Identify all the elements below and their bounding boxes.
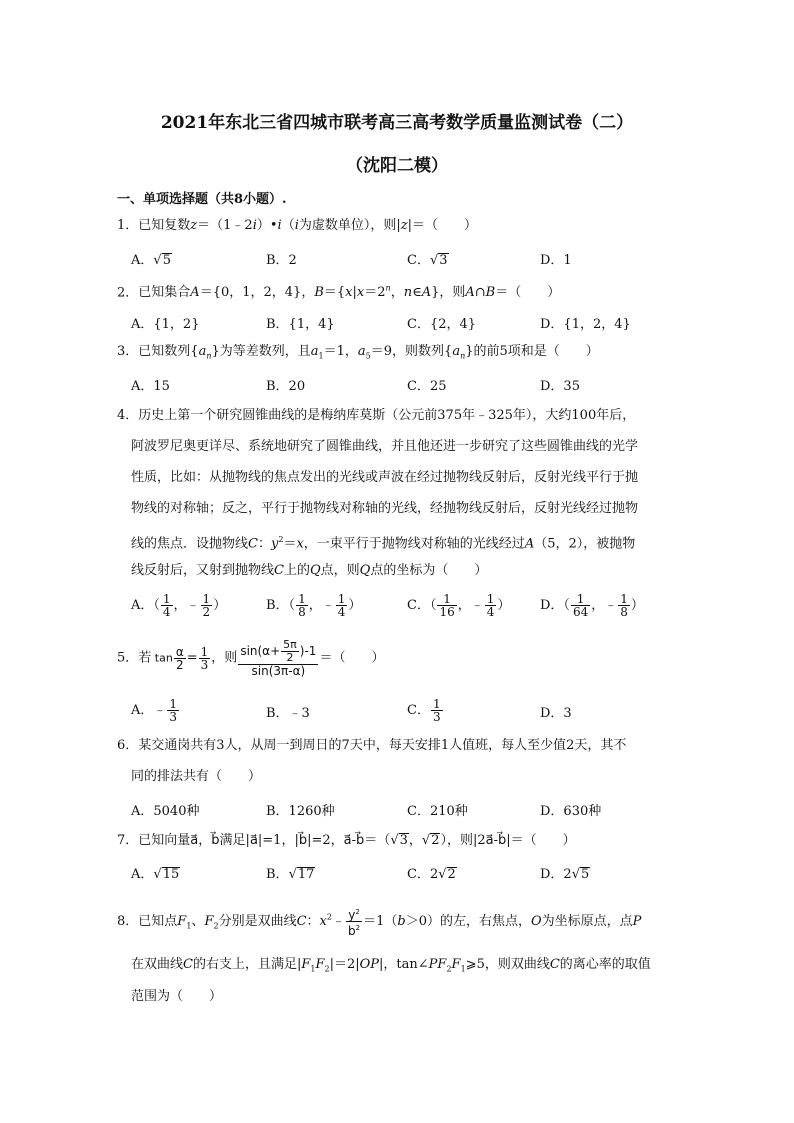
q7-option-c: C．2√2 [407,867,456,882]
q3-option-b: B．20 [266,379,306,394]
question-2-stem: 已知集合A＝{0，1，2，4}，$B=\{x|x=2^n$，n∈A}，则A∩B＝（ ） [138,284,561,301]
question-7: 7．已知向量a⃗，b⃗满足|a⃗|=1，|b⃗|=2，a⃗-b⃗＝（√3，√2），则|2a⃗-b⃗|＝（ ） [117,833,576,848]
q2-option-a: A．{1，2} [131,317,200,332]
q5-option-a: A．﹣ $\frac{1}{3}$ [131,697,178,724]
q4-option-b: B．（ $\frac{1}{8}$ ，﹣ $\frac{1}{4}$ ） [266,592,362,619]
question-4-line-2: 阿波罗尼奥更详尽、系统地研究了圆锥曲线，并且他还进一步研究了这些圆锥曲线的光学 [131,439,639,454]
q6-option-c: C．210种 [407,804,468,819]
q6-option-a: A．5040种 [131,804,200,819]
question-number: 3． [117,344,139,359]
question-number: 1． [117,218,139,233]
q5-option-c: C． $\frac{1}{3}$ [407,697,441,724]
question-4-line-3: 性质，比如：从抛物线的焦点发出的光线或声波在经过抛物线反射后，反射光线平行于抛 [131,470,639,485]
q3-option-d: D．35 [540,379,580,394]
exam-subtitle: （沈阳二模） [346,156,448,176]
q2-option-d: D．{1，2，4} [540,317,631,332]
question-1-stem: 已知复数z＝（1﹣2i）•i（i为虚数单位），则|z|＝（ ） [138,218,478,233]
section-heading: 一、单项选择题（共8小题）. [117,192,287,207]
q7-option-a: A．√15 [131,867,180,882]
question-3-stem: 已知数列$\{a_n\}$为等差数列，且$a_1=1$，$a_5=9$，则数列$\{a_n\}$的前5项和是（ ） [138,344,599,361]
q4-option-a: A．（ $\frac{1}{4}$ ，﹣ $\frac{1}{2}$ ） [131,592,227,619]
q5-option-b: B．﹣3 [266,706,310,721]
question-8-line-1: 8．已知点$F_1$、$F_2$分别是双曲线C：$x^2﹣$ $\frac{y^2}{b^2}$ ＝1（b＞0）的左，右焦点，O为坐标原点，点P [117,908,642,938]
question-8-line-2: 在双曲线C的右支上，且满足$|F_1F_2|=2|OP|$，$\tan\angle PF_2F_1⩾5$，则双曲线C的离心率的取值 [131,957,651,974]
q5-option-d: D．3 [540,706,572,721]
question-4-line-4: 物线的对称轴；反之，平行于抛物线对称轴的光线，经抛物线反射后，反射光线经过抛物 [131,501,639,516]
question-3 [117,345,599,363]
q2-option-c: C．{2，4} [407,317,477,332]
question-8-line-3: 范围为（ ） [131,989,223,1004]
question-6-line-1: 6．某交通岗共有3人，从周一到周日的7天中，每天安排1人值班，每人至少值2天，其不 [117,738,627,753]
question-4-line-6: 线反射后，又射到抛物线C上的Q点，则Q点的坐标为（ ） [131,563,488,578]
question-number: 2． [117,285,139,301]
q2-option-b: B．{1，4} [266,317,335,332]
question-1 [117,219,477,232]
question-4-line-5: 线的焦点．设抛物线C：$y^2=x$，一束平行于抛物线对称轴的光线经过A（5，2），被抛物 [131,535,636,552]
q7-option-b: B．√17 [266,867,315,882]
q1-option-d: D．1 [540,253,572,268]
question-4-line-1: 4．历史上第一个研究圆锥曲线的是梅纳库莫斯（公元前375年﹣325年），大约100年后， [117,408,636,423]
q6-option-d: D．630种 [540,804,602,819]
q1-option-a: A．√5 [131,253,171,268]
q4-option-d: D．（ $\frac{1}{64}$ ，﹣ $\frac{1}{8}$ ） [540,592,644,619]
q1-option-c: C．√3 [407,253,448,268]
question-2 [117,282,560,299]
question-6-line-2: 同的排法共有（ ） [131,769,262,784]
q4-option-c: C．（ $\frac{1}{16}$ ，﹣ $\frac{1}{4}$ ） [407,592,511,619]
q6-option-b: B．1260种 [266,804,335,819]
q1-option-b: B．2 [266,253,297,268]
question-5: 5．若 tan $\frac{\alpha}{2}$ = $\frac{1}{3}$ ，则 sin(α+ $\frac{5\pi}{2}$ )-1 sin(3π-α) ＝（ ） [117,638,385,678]
q3-option-c: C．25 [407,379,447,394]
q7-option-d: D．2√5 [540,867,590,882]
exam-title: 2021年东北三省四城市联考高三高考数学质量监测试卷（二） [160,113,634,133]
q3-option-a: A．15 [131,379,170,394]
